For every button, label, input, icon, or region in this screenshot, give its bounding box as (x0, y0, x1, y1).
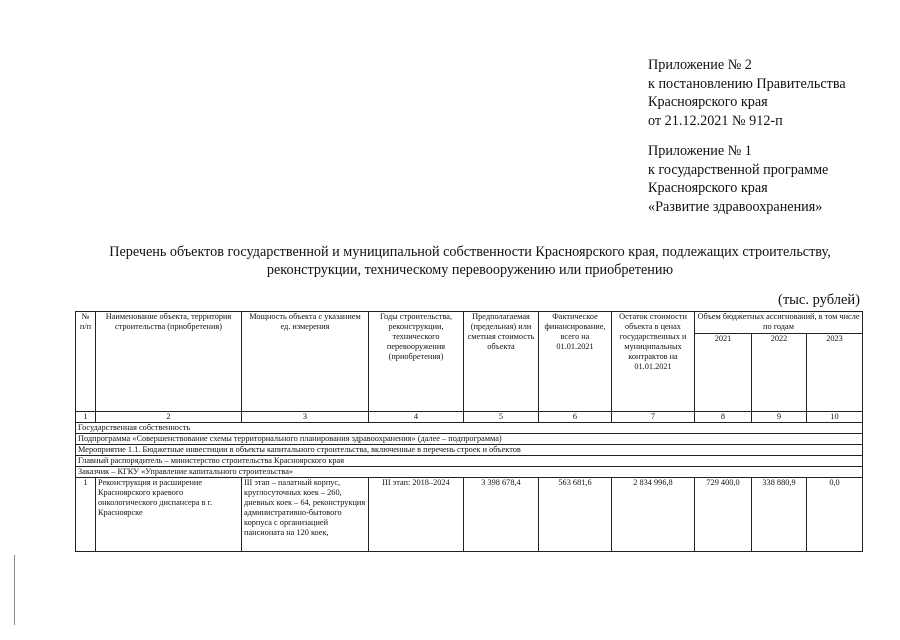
units-label: (тыс. рублей) (778, 292, 860, 308)
row-name: Реконструкция и расширение Красноярского краевого онкологического диспансера в г. Красноярске (96, 478, 242, 552)
appendix-2-line-2: к постановлению Правительства (648, 75, 846, 92)
column-numbers-row (76, 412, 863, 423)
header-estimated-cost: Предполагаемая (предельная) или сметная стоимость объекта (464, 312, 539, 412)
header-actual-financing: Фактическое финансирование, всего на 01.01.2021 (539, 312, 612, 412)
header-years: Годы строительства, реконструкции, технического перевооружения (приобретения) (369, 312, 464, 412)
appendix-2-line-3: Красноярского края (648, 94, 768, 110)
appendix-2-line-1: Приложение № 2 (648, 57, 752, 73)
section-row (76, 423, 863, 434)
header-year-2023: 2023 (807, 334, 863, 412)
row-year-2021: 729 400,0 (695, 478, 752, 552)
row-year-2022: 338 880,9 (752, 478, 807, 552)
section-main-manager: Главный распорядитель – министерство строительства Красноярского края (76, 456, 863, 467)
header-capacity: Мощность объекта с указанием ед. измерения (242, 312, 369, 412)
column-number: 5 (464, 412, 539, 423)
section-ownership: Государственная собственность (76, 423, 863, 434)
appendix-1-line-1: Приложение № 1 (648, 143, 752, 159)
objects-table (75, 311, 863, 552)
appendix-2-line-4: от 21.12.2021 № 912-п (648, 112, 783, 129)
page-edge-line (14, 555, 15, 625)
document-title-line-2: реконструкции, техническому перевооружению или приобретению (266, 262, 674, 278)
column-number: 1 (76, 412, 96, 423)
row-year-2023: 0,0 (807, 478, 863, 552)
appendix-1-block (648, 142, 828, 216)
section-measure: Мероприятие 1.1. Бюджетные инвестиции в объекты капитального строительства, включенные в перечень строек и объектов (76, 445, 863, 456)
column-number: 10 (807, 412, 863, 423)
appendix-1-line-4: «Развитие здравоохранения» (648, 198, 823, 215)
section-row (76, 445, 863, 456)
column-number: 3 (242, 412, 369, 423)
row-actual-financing: 563 681,6 (539, 478, 612, 552)
section-row (76, 434, 863, 445)
column-number: 8 (695, 412, 752, 423)
column-number: 4 (369, 412, 464, 423)
row-capacity: III этап – палатный корпус, круглосуточных коек – 260, дневных коек – 64, реконструкция административно-бытового корпуса с организацией пансионата на 120 коек, (242, 478, 369, 552)
row-remainder: 2 834 996,8 (612, 478, 695, 552)
section-row (76, 467, 863, 478)
column-number: 9 (752, 412, 807, 423)
column-number: 6 (539, 412, 612, 423)
appendix-1-line-3: Красноярского края (648, 180, 768, 196)
document-title-line-1: Перечень объектов государственной и муниципальной собственности Красноярского края, подлежащих строительству, (109, 244, 831, 260)
document-title (70, 243, 870, 279)
column-number: 7 (612, 412, 695, 423)
header-year-2022: 2022 (752, 334, 807, 412)
section-customer: Заказчик – КГКУ «Управление капитального строительства» (76, 467, 863, 478)
header-budget-group: Объем бюджетных ассигнований, в том числе по годам (695, 312, 863, 334)
column-number: 2 (96, 412, 242, 423)
header-remainder: Остаток стоимости объекта в ценах государственных и муниципальных контрактов на 01.01.2021 (612, 312, 695, 412)
appendix-2-block (648, 56, 846, 130)
section-subprogram: Подпрограмма «Совершенствование схемы территориального планирования здравоохранения» (далее – подпрограмма) (76, 434, 863, 445)
appendix-1-line-2: к государственной программе (648, 161, 829, 178)
header-no: № п/п (76, 312, 96, 412)
section-row (76, 456, 863, 467)
header-year-2021: 2021 (695, 334, 752, 412)
row-no: 1 (76, 478, 96, 552)
header-name: Наименование объекта, территория строительства (приобретения) (96, 312, 242, 412)
table-row (76, 478, 863, 552)
row-years: III этап: 2018–2024 (369, 478, 464, 552)
row-estimated-cost: 3 398 678,4 (464, 478, 539, 552)
